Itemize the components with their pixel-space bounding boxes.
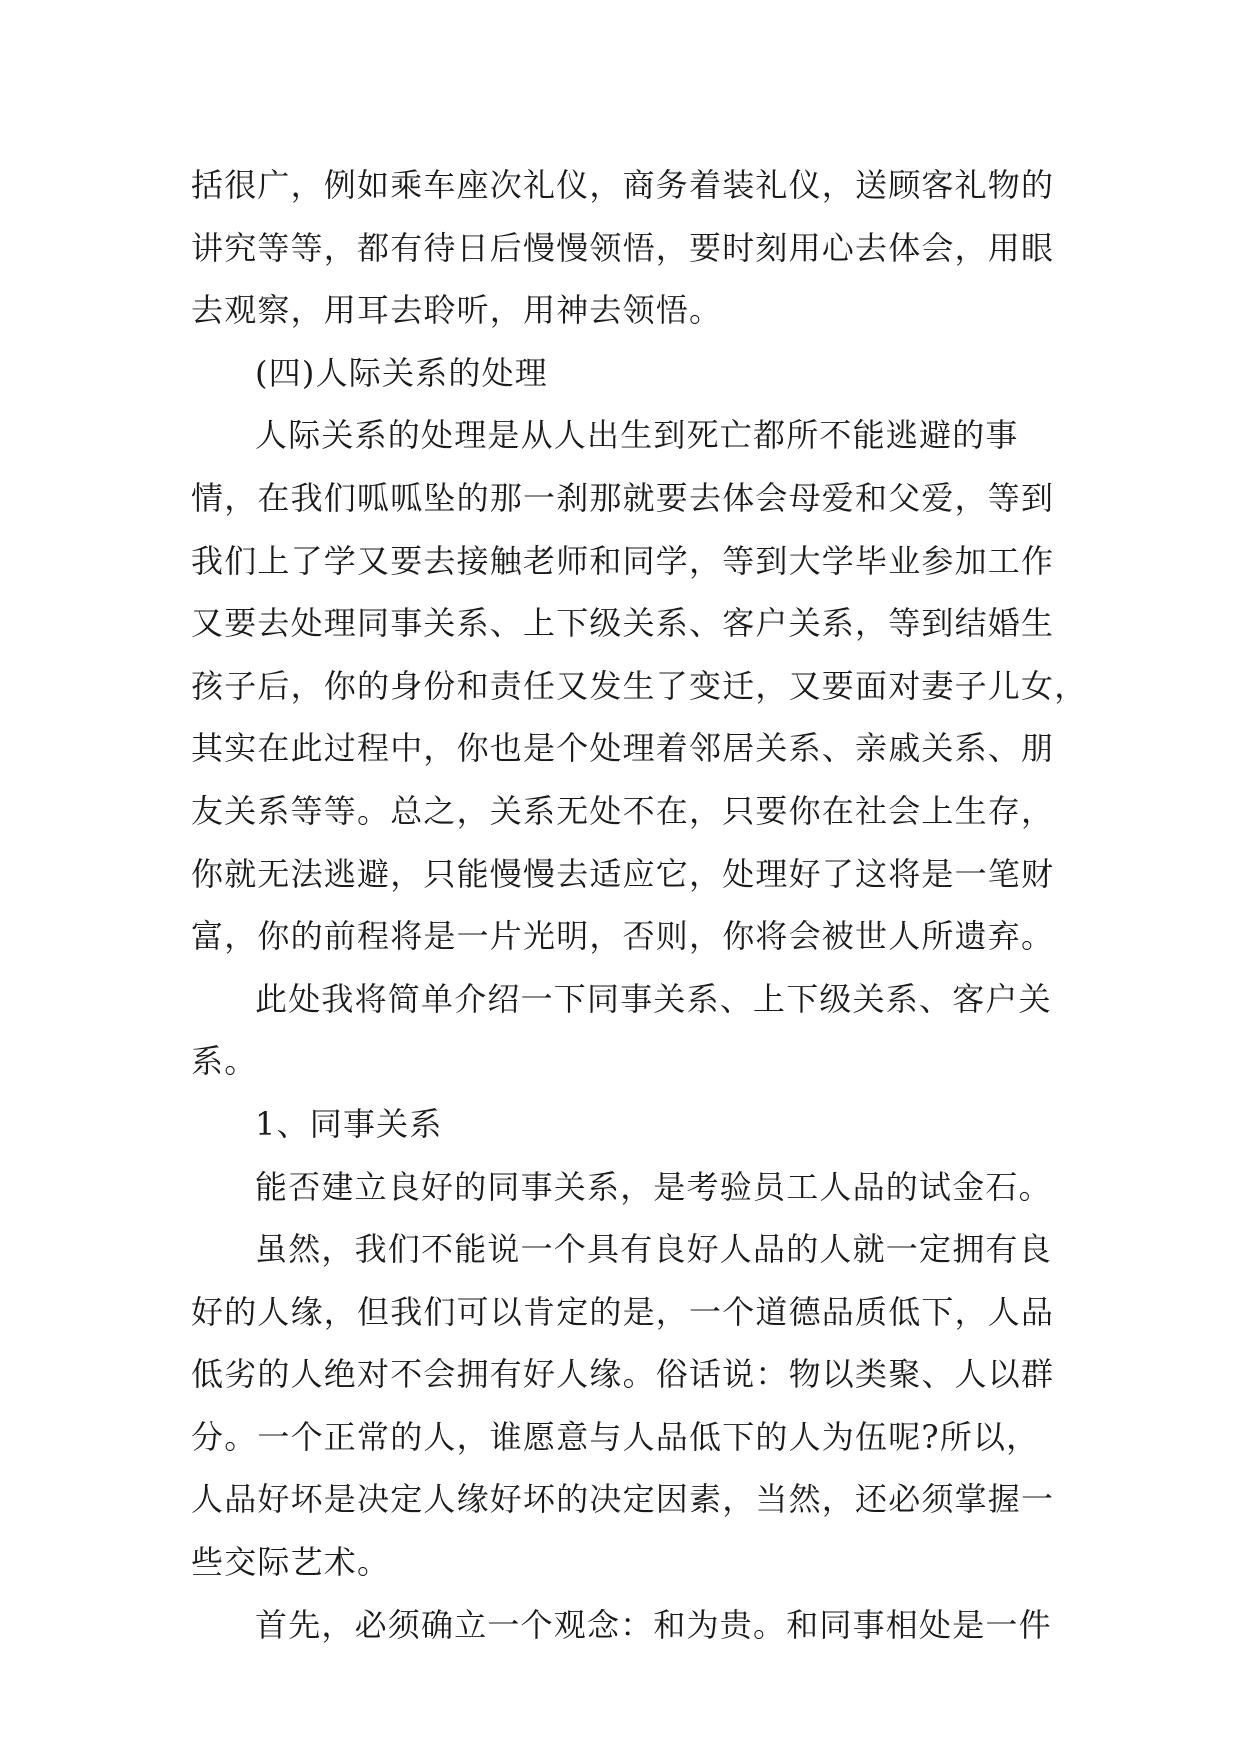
text-line: 系。 [191, 1042, 258, 1081]
text-line: 富，你的前程将是一片光明，否则，你将会被世人所遗弃。 [191, 917, 1055, 956]
text-line: 又要去处理同事关系、上下级关系、客户关系，等到结婚生 [191, 604, 1055, 643]
text-line: 友关系等等。总之，关系无处不在，只要你在社会上生存， [191, 791, 1055, 830]
text-line: 括很广，例如乘车座次礼仪，商务着装礼仪，送顾客礼物的 [191, 166, 1055, 204]
paragraph-first-line: 1、同事关系 [255, 1104, 443, 1143]
text-line: 情，在我们呱呱坠的那一刹那就要去体会母爱和父爱，等到 [191, 478, 1055, 517]
text-line: 孩子后，你的身份和责任又发生了变迁，又要面对妻子儿女， [191, 666, 1088, 705]
paragraph-first-line: 首先，必须确立一个观念：和为贵。和同事相处是一件 [255, 1605, 1052, 1644]
paragraph-first-line: (四)人际关系的处理 [255, 353, 548, 392]
text-line: 低劣的人绝对不会拥有好人缘。俗话说：物以类聚、人以群 [191, 1355, 1055, 1394]
paragraph-first-line: 虽然，我们不能说一个具有良好人品的人就一定拥有良 [255, 1230, 1052, 1269]
paragraph-first-line: 人际关系的处理是从人出生到死亡都所不能逃避的事 [255, 416, 1019, 455]
paragraph-first-line: 能否建立良好的同事关系，是考验员工人品的试金石。 [255, 1167, 1052, 1206]
text-line: 我们上了学又要去接触老师和同学，等到大学毕业参加工作 [191, 541, 1055, 580]
text-line: 好的人缘，但我们可以肯定的是，一个道德品质低下，人品 [191, 1292, 1055, 1331]
text-line: 些交际艺术。 [191, 1543, 391, 1582]
text-line: 其实在此过程中，你也是个处理着邻居关系、亲戚关系、朋 [191, 729, 1055, 768]
paragraph-first-line: 此处我将简单介绍一下同事关系、上下级关系、客户关 [255, 979, 1052, 1018]
text-line: 讲究等等，都有待日后慢慢领悟，要时刻用心去体会，用眼 [191, 228, 1055, 267]
text-line: 你就无法逃避，只能慢慢去适应它，处理好了这将是一笔财 [191, 854, 1055, 893]
text-line: 去观察，用耳去聆听，用神去领悟。 [191, 291, 723, 330]
document-body [191, 154, 1088, 1656]
text-line: 人品好坏是决定人缘好坏的决定因素，当然，还必须掌握一 [191, 1480, 1055, 1519]
text-line: 分。一个正常的人，谁愿意与人品低下的人为伍呢?所以， [191, 1417, 1040, 1456]
